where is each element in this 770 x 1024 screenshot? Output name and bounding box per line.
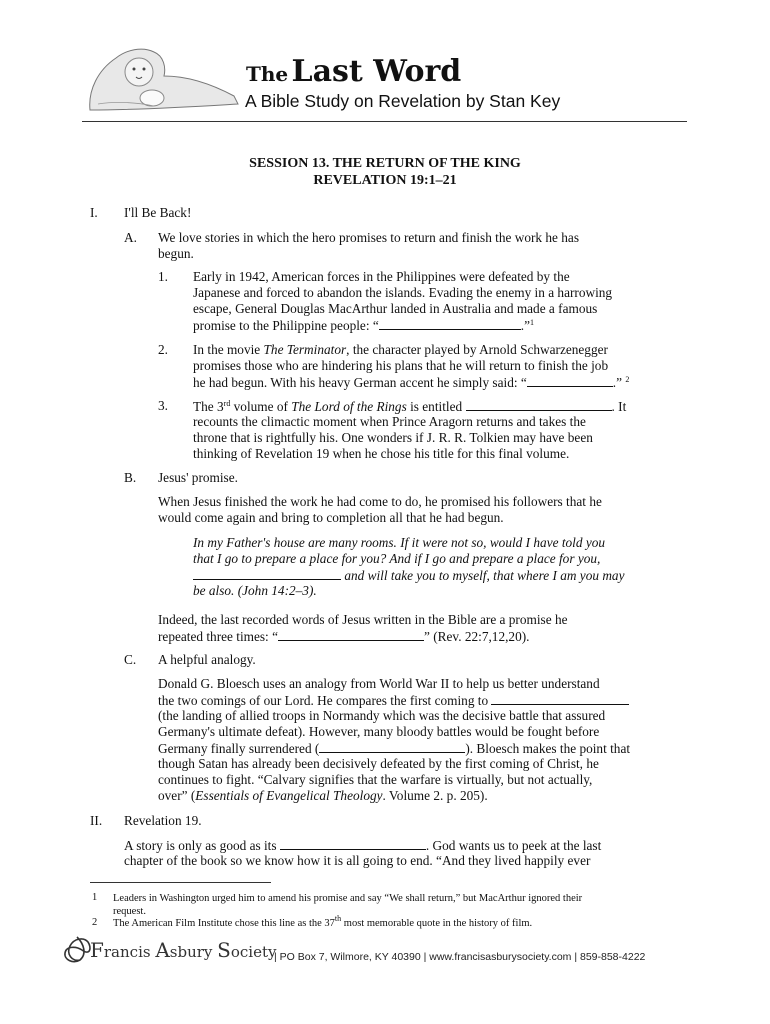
footnote-line: Leaders in Washington urged him to amend his promise and say “We shall return,” but MacArthur ignored their	[113, 893, 583, 904]
footer-contact: | PO Box 7, Wilmore, KY 40390 | www.francisasburysociety.com | 859-858-4222	[274, 951, 646, 963]
subsection-heading: Jesus' promise.	[158, 470, 238, 485]
paragraph-line: Donald G. Bloesch uses an analogy from World War II to help us better understand	[158, 676, 600, 691]
section-number: I.	[90, 205, 98, 220]
quote-line: that I go to prepare a place for you? And if I go and prepare a place for you,	[193, 551, 601, 566]
paragraph-line: the two comings of our Lord. He compares the first coming to	[158, 692, 629, 709]
footer-logo	[60, 934, 94, 968]
footnote-line: The American Film Institute chose this line as the 37th most memorable quote in the history of film.	[113, 914, 533, 929]
paragraph-line: though Satan has already been decisively defeated by the first coming of Christ, he	[158, 756, 599, 771]
section-heading: Revelation 19.	[124, 813, 202, 828]
item-number: 2.	[158, 342, 168, 357]
fill-in-blank[interactable]	[527, 374, 613, 387]
fill-in-blank[interactable]	[466, 398, 612, 411]
paragraph-line: repeated three times: “ ” (Rev. 22:7,12,20).	[158, 629, 530, 644]
paragraph-line: recounts the climactic moment when Prince Aragorn returns and takes the	[193, 414, 586, 429]
quote-line: and will take you to myself, that where I am you may	[193, 567, 625, 584]
paragraph-line: Early in 1942, American forces in the Philippines were defeated by the	[193, 269, 570, 284]
session-reference: REVELATION 19:1–21	[313, 173, 457, 188]
paragraph-line: Germany finally surrendered ( ). Bloesch makes the point that	[158, 741, 631, 756]
item-letter: C.	[124, 652, 137, 667]
quote-line: In my Father's house are many rooms. If it were not so, would I have told you	[193, 535, 606, 550]
lion-lamb-icon	[84, 40, 242, 116]
fill-in-blank[interactable]	[379, 317, 521, 330]
footnote-ref: 2	[625, 375, 630, 384]
header-logo	[84, 40, 242, 116]
fill-in-blank[interactable]	[491, 692, 629, 705]
paragraph-line: In the movie The Terminator, the character played by Arnold Schwarzenegger	[193, 342, 608, 357]
paragraph-line: over” (Essentials of Evangelical Theology. Volume 2. p. 205).	[158, 788, 488, 803]
fill-in-blank[interactable]	[319, 740, 465, 753]
paragraph-line: We love stories in which the hero promises to return and finish the work he has	[158, 230, 580, 245]
footnote-line: request.	[113, 906, 146, 917]
item-number: 3.	[158, 398, 168, 413]
fill-in-blank[interactable]	[193, 567, 341, 580]
quote-line: be also. (John 14:2–3).	[193, 583, 317, 598]
fill-in-blank[interactable]	[278, 628, 424, 641]
triquetra-icon	[60, 934, 94, 964]
page-subtitle: A Bible Study on Revelation by Stan Key	[245, 91, 561, 111]
paragraph-line: throne that is rightfully his. One wonders if J. R. R. Tolkien may have been	[193, 430, 593, 445]
paragraph-line: (the landing of allied troops in Normandy which was the decisive battle that assured	[158, 708, 606, 723]
paragraph-line: Germany's ultimate defeat). However, many bloody battles would be fought before	[158, 724, 600, 739]
section-heading: I'll Be Back!	[124, 205, 192, 220]
fill-in-blank[interactable]	[280, 837, 426, 850]
item-letter: B.	[124, 470, 137, 485]
item-letter: A.	[124, 230, 137, 245]
paragraph-line: escape, General Douglas MacArthur landed in Australia and made a famous	[193, 301, 598, 316]
subsection-heading: A helpful analogy.	[158, 652, 256, 667]
footnote-number: 2	[92, 917, 98, 928]
paragraph-line: he had begun. With his heavy German accent he simply said: “ .” $^2$	[193, 375, 630, 390]
paragraph-line: Indeed, the last recorded words of Jesus written in the Bible are a promise he	[158, 612, 568, 627]
paragraph-line: chapter of the book so we know how it is all going to end. “And they lived happily ever	[124, 853, 591, 868]
footnote-divider	[90, 882, 271, 883]
paragraph-line: When Jesus finished the work he had come to do, he promised his followers that he	[158, 494, 602, 509]
item-number: 1.	[158, 269, 168, 284]
paragraph-line: A story is only as good as its . God wants us to peek at the last	[124, 838, 602, 853]
paragraph-line: continues to fight. “Calvary signifies that the warfare is virtually, but not actually,	[158, 772, 593, 787]
paragraph-line: The 3rd volume of The Lord of the Rings is entitled . It	[193, 399, 627, 414]
footnote-ref: 1	[530, 318, 534, 327]
paragraph-line: Japanese and forced to abandon the islands. Evading the enemy in a harrowing	[193, 285, 613, 300]
footer-brand: Francis Asbury Society	[90, 938, 277, 962]
section-number: II.	[90, 813, 103, 828]
paragraph-line: promise to the Philippine people: “ .”$^1$	[193, 318, 534, 333]
session-title: SESSION 13. THE RETURN OF THE KING	[249, 156, 521, 171]
page-title: The Last Word	[246, 54, 462, 89]
paragraph-line: would come again and bring to completion all that he had begun.	[158, 510, 504, 525]
paragraph-line: thinking of Revelation 19 when he chose his title for this final volume.	[193, 446, 570, 461]
paragraph-line: begun.	[158, 246, 194, 261]
footnote-number: 1	[92, 892, 98, 903]
paragraph-line: promises those who are hindering his plans that he will return to finish the job	[193, 358, 609, 373]
header-divider	[82, 121, 687, 122]
